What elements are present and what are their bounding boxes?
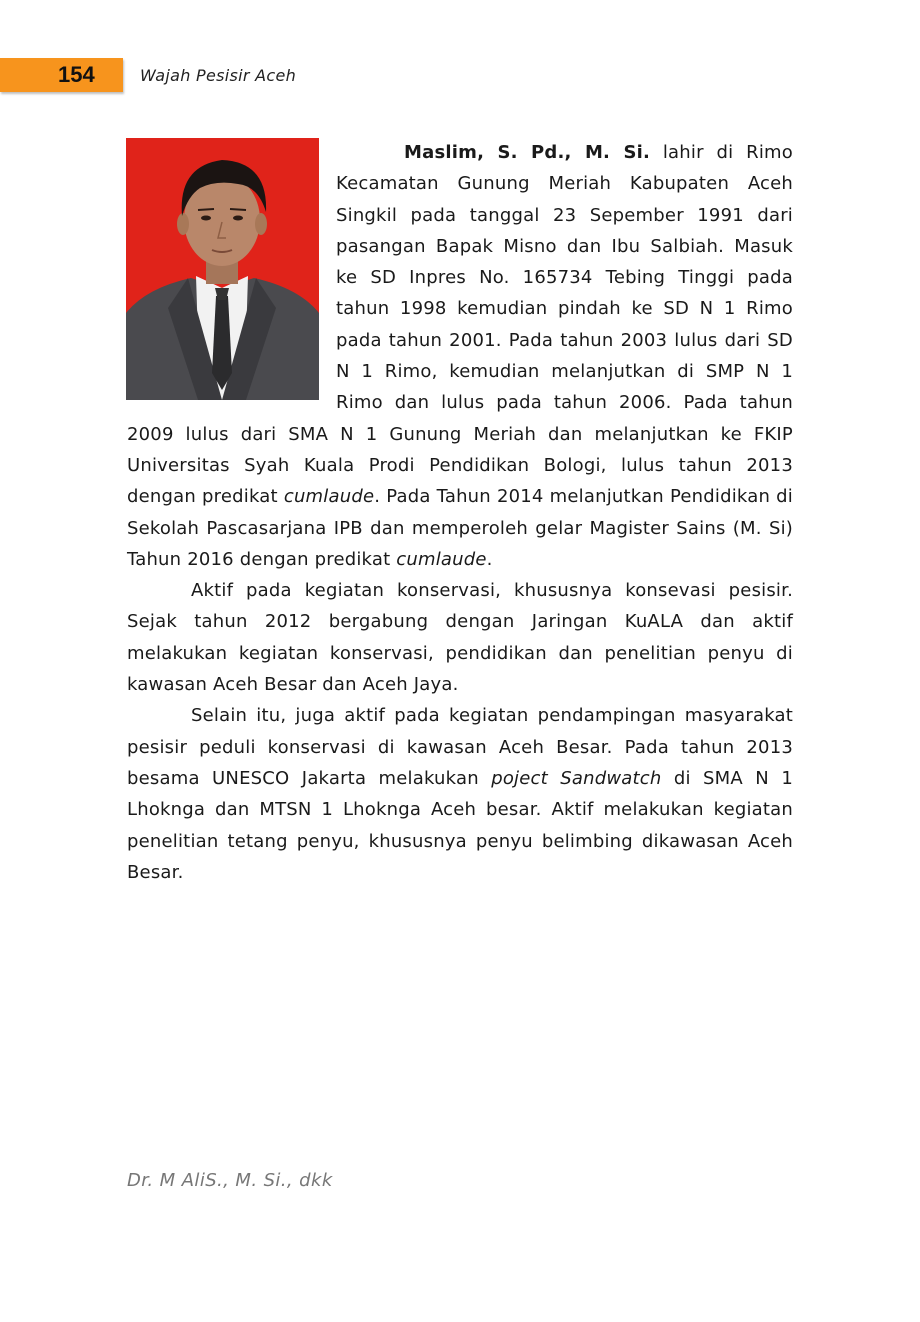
biography-text-a: lahir di Rimo Kecamatan Gunung Meriah Kabupaten Aceh Singkil pada tanggal 23 Sepember 1991 dari pasangan Bapak Misno dan Ibu Salbiah. Masuk ke SD Inpres No. 165734 Tebing Tinggi pada tahun 1998 kemudian pindah ke SD N 1 Rimo pada tahun 2001. Pada tahun 2003 lulus dari SD N 1 Rimo, kemudian melanjutkan di SMP N 1 Rimo dan lulus pada tahun 2006. Pada tahun 2009 lulus dari SMA N 1 Gunung Meriah dan melanjutkan ke FKIP Universitas Syah Kuala Prodi Pendidikan Bologi, lulus tahun 2013 dengan predikat	[127, 142, 793, 508]
paragraph-activities: Aktif pada kegiatan konservasi, khususnya konsevasi pesisir. Sejak tahun 2012 bergabung dengan Jaringan KuALA dan aktif melakukan kegiatan konservasi, pendidikan dan penelitian penyu di kawasan Aceh Besar dan Aceh Jaya.	[127, 580, 793, 696]
author-name: Maslim, S. Pd., M. Si.	[404, 142, 651, 163]
page-number: 154	[58, 62, 95, 87]
biography-italic-1: cumlaude	[283, 486, 375, 508]
community-text-a: Selain itu, juga aktif pada kegiatan pendampingan masyarakat pesisir peduli konservasi di kawasan Aceh Besar. Pada tahun 2013 besama UNESCO Jakarta melakukan	[127, 705, 793, 789]
footer-authors: Dr. M AliS., M. Si., dkk	[127, 1170, 333, 1191]
running-head: Wajah Pesisir Aceh	[140, 66, 297, 85]
biography-text-b: . Pada Tahun 2014 melanjutkan Pendidikan di Sekolah Pascasarjana IPB dan memperoleh gelar Magister Sains (M. Si) Tahun 2016 dengan predikat	[127, 486, 793, 570]
paragraph-community	[127, 700, 793, 888]
photo-spacer	[127, 137, 336, 407]
community-text-b: di SMA N 1 Lhoknga dan MTSN 1 Lhoknga Aceh besar. Aktif melakukan kegiatan penelitian tetang penyu, khususnya penyu belimbing dikawasan Aceh Besar.	[127, 767, 794, 883]
community-italic: poject Sandwatch	[491, 767, 662, 789]
article-body	[127, 137, 793, 888]
biography-italic-2: cumlaude	[396, 548, 487, 570]
biography-text-c: .	[486, 548, 493, 570]
